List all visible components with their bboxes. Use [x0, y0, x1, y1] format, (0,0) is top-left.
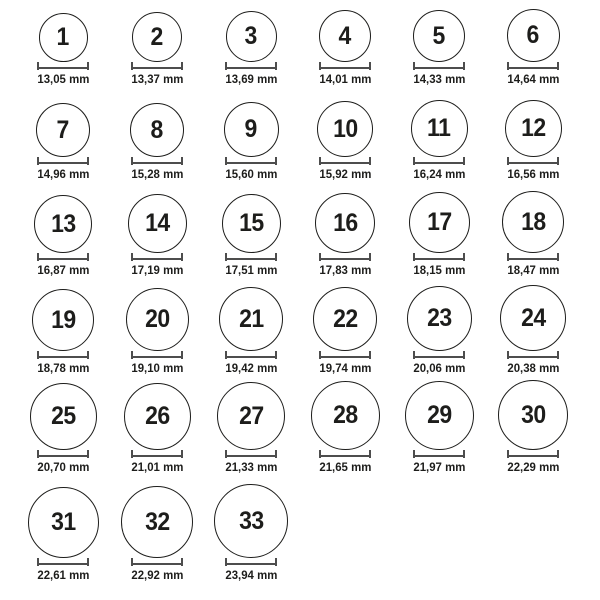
ring-circle — [124, 383, 191, 450]
ring-size-number: 22 — [332, 304, 358, 333]
ring-size-number: 23 — [426, 304, 452, 332]
ring-circle — [411, 100, 468, 157]
ring-circle — [222, 194, 281, 253]
ring-circle — [507, 9, 560, 62]
diameter-measure-line — [319, 62, 371, 70]
diameter-label: 15,92 mm — [319, 167, 371, 181]
diameter-measure-line — [131, 157, 183, 165]
ring-size-number: 33 — [238, 506, 264, 535]
ring-circle — [28, 487, 99, 558]
ring-size-number: 25 — [50, 402, 76, 430]
diameter-label: 21,33 mm — [225, 460, 277, 474]
ring-size-cell — [392, 286, 486, 385]
chart-row — [0, 95, 600, 190]
ring-size-number: 20 — [144, 305, 170, 333]
diameter-measure-line — [319, 253, 371, 261]
diameter-measure-line — [37, 157, 89, 165]
diameter-label: 17,19 mm — [131, 263, 183, 277]
ring-circle — [130, 103, 184, 157]
diameter-measure-line — [507, 253, 559, 261]
chart-row — [0, 0, 600, 95]
ring-size-cell — [16, 13, 110, 95]
ring-circle — [30, 383, 97, 450]
diameter-measure-line — [413, 253, 465, 261]
diameter-label: 22,92 mm — [131, 568, 183, 582]
ring-circle — [405, 381, 474, 450]
ring-circle — [409, 192, 470, 253]
ring-size-number: 30 — [520, 400, 546, 429]
ring-circle — [311, 381, 380, 450]
diameter-measure-line — [413, 450, 465, 458]
ring-size-cell — [486, 100, 580, 190]
ring-circle — [502, 191, 564, 253]
diameter-label: 15,28 mm — [131, 167, 183, 181]
ring-size-cell — [486, 380, 580, 485]
diameter-measure-line — [37, 558, 89, 566]
diameter-label: 14,33 mm — [413, 72, 465, 86]
ring-size-cell — [392, 100, 486, 190]
ring-size-cell — [110, 288, 204, 385]
ring-circle — [505, 100, 562, 157]
ring-size-cell — [486, 9, 580, 95]
diameter-label: 14,96 mm — [37, 167, 89, 181]
diameter-label: 19,42 mm — [225, 361, 277, 375]
ring-size-cell — [16, 195, 110, 287]
diameter-label: 13,05 mm — [37, 72, 89, 86]
ring-size-number: 4 — [338, 21, 352, 50]
diameter-label: 17,83 mm — [319, 263, 371, 277]
ring-size-cell — [298, 287, 392, 385]
ring-size-cell — [204, 11, 298, 95]
ring-size-number: 5 — [432, 21, 446, 50]
diameter-measure-line — [225, 62, 277, 70]
ring-size-number: 16 — [332, 208, 358, 237]
diameter-label: 22,61 mm — [37, 568, 89, 582]
diameter-measure-line — [507, 157, 559, 165]
diameter-measure-line — [319, 351, 371, 359]
ring-size-number: 27 — [238, 401, 264, 430]
ring-size-cell — [16, 383, 110, 485]
ring-size-cell — [486, 191, 580, 287]
ring-size-cell — [204, 194, 298, 287]
ring-size-cell — [298, 10, 392, 95]
diameter-measure-line — [413, 157, 465, 165]
diameter-measure-line — [225, 157, 277, 165]
diameter-label: 13,69 mm — [225, 72, 277, 86]
ring-circle — [121, 486, 193, 558]
ring-size-cell — [16, 289, 110, 385]
diameter-measure-line — [131, 351, 183, 359]
ring-circle — [217, 382, 285, 450]
ring-circle — [317, 101, 373, 157]
chart-row — [0, 190, 600, 287]
chart-row — [0, 287, 600, 385]
ring-size-number: 6 — [526, 21, 540, 49]
ring-circle — [128, 194, 187, 253]
ring-size-cell — [110, 194, 204, 287]
ring-size-number: 12 — [520, 114, 546, 142]
ring-circle — [39, 13, 88, 62]
diameter-label: 18,78 mm — [37, 361, 89, 375]
ring-size-number: 28 — [332, 401, 358, 429]
ring-circle — [36, 103, 90, 157]
ring-size-cell — [110, 12, 204, 95]
ring-size-number: 31 — [50, 508, 76, 536]
ring-size-cell — [16, 487, 110, 600]
ring-size-number: 26 — [144, 402, 170, 430]
ring-size-number: 21 — [238, 304, 264, 333]
ring-size-number: 15 — [238, 209, 264, 237]
diameter-label: 13,37 mm — [131, 72, 183, 86]
ring-size-number: 29 — [426, 401, 452, 429]
ring-size-cell — [298, 381, 392, 485]
diameter-label: 20,38 mm — [507, 361, 559, 375]
diameter-measure-line — [225, 351, 277, 359]
chart-row — [0, 485, 600, 600]
ring-size-cell — [110, 383, 204, 485]
ring-circle — [413, 10, 465, 62]
ring-size-cell — [392, 10, 486, 95]
ring-size-cell — [204, 382, 298, 485]
ring-size-cell — [110, 103, 204, 190]
ring-size-number: 9 — [244, 115, 258, 143]
diameter-measure-line — [131, 62, 183, 70]
diameter-measure-line — [37, 450, 89, 458]
diameter-label: 21,65 mm — [319, 460, 371, 474]
ring-circle — [313, 287, 377, 351]
diameter-measure-line — [37, 62, 89, 70]
diameter-label: 22,29 mm — [507, 460, 559, 474]
ring-size-number: 14 — [144, 209, 170, 237]
diameter-label: 20,70 mm — [37, 460, 89, 474]
diameter-label: 18,15 mm — [413, 263, 465, 277]
ring-circle — [126, 288, 189, 351]
diameter-label: 18,47 mm — [507, 263, 559, 277]
ring-size-cell — [204, 287, 298, 385]
diameter-measure-line — [507, 351, 559, 359]
ring-size-number: 3 — [244, 22, 258, 50]
diameter-label: 14,64 mm — [507, 72, 559, 86]
ring-size-number: 10 — [332, 114, 358, 143]
diameter-measure-line — [319, 157, 371, 165]
ring-size-number: 32 — [144, 507, 170, 536]
ring-circle — [319, 10, 371, 62]
diameter-measure-line — [413, 62, 465, 70]
ring-circle — [224, 102, 279, 157]
diameter-label: 15,60 mm — [225, 167, 277, 181]
ring-size-number: 7 — [56, 115, 70, 144]
ring-size-cell — [486, 285, 580, 385]
ring-size-cell — [392, 381, 486, 485]
diameter-label: 19,10 mm — [131, 361, 183, 375]
ring-circle — [498, 380, 568, 450]
ring-size-number: 18 — [520, 207, 546, 236]
ring-circle — [34, 195, 92, 253]
diameter-measure-line — [507, 62, 559, 70]
diameter-measure-line — [413, 351, 465, 359]
ring-size-cell — [110, 486, 204, 600]
ring-size-number: 24 — [520, 303, 546, 332]
diameter-label: 21,97 mm — [413, 460, 465, 474]
diameter-label: 21,01 mm — [131, 460, 183, 474]
ring-size-number: 19 — [50, 305, 76, 334]
diameter-measure-line — [37, 253, 89, 261]
diameter-measure-line — [131, 450, 183, 458]
ring-size-number: 13 — [50, 209, 76, 238]
diameter-measure-line — [37, 351, 89, 359]
diameter-measure-line — [319, 450, 371, 458]
ring-size-cell — [204, 102, 298, 190]
diameter-measure-line — [131, 253, 183, 261]
ring-circle — [214, 484, 288, 558]
diameter-label: 20,06 mm — [413, 361, 465, 375]
ring-size-number: 11 — [427, 114, 451, 142]
diameter-label: 19,74 mm — [319, 361, 371, 375]
ring-circle — [219, 287, 283, 351]
diameter-label: 16,56 mm — [507, 167, 559, 181]
diameter-label: 16,87 mm — [37, 263, 89, 277]
diameter-measure-line — [131, 558, 183, 566]
diameter-label: 14,01 mm — [319, 72, 371, 86]
ring-circle — [315, 193, 375, 253]
diameter-measure-line — [225, 253, 277, 261]
diameter-measure-line — [225, 450, 277, 458]
ring-circle — [226, 11, 277, 62]
diameter-measure-line — [507, 450, 559, 458]
ring-size-cell — [298, 101, 392, 190]
ring-size-number: 2 — [150, 22, 164, 51]
diameter-label: 23,94 mm — [225, 568, 277, 582]
ring-size-number: 17 — [426, 208, 452, 236]
ring-size-number: 1 — [56, 23, 70, 51]
ring-size-cell — [298, 193, 392, 287]
diameter-label: 17,51 mm — [225, 263, 277, 277]
ring-circle — [500, 285, 566, 351]
ring-circle — [32, 289, 94, 351]
ring-size-cell — [204, 484, 298, 600]
ring-size-number: 8 — [150, 115, 164, 144]
ring-size-cell — [16, 103, 110, 190]
ring-circle — [407, 286, 472, 351]
chart-row — [0, 385, 600, 485]
diameter-measure-line — [225, 558, 277, 566]
ring-size-cell — [392, 192, 486, 287]
ring-circle — [132, 12, 182, 62]
diameter-label: 16,24 mm — [413, 167, 465, 181]
